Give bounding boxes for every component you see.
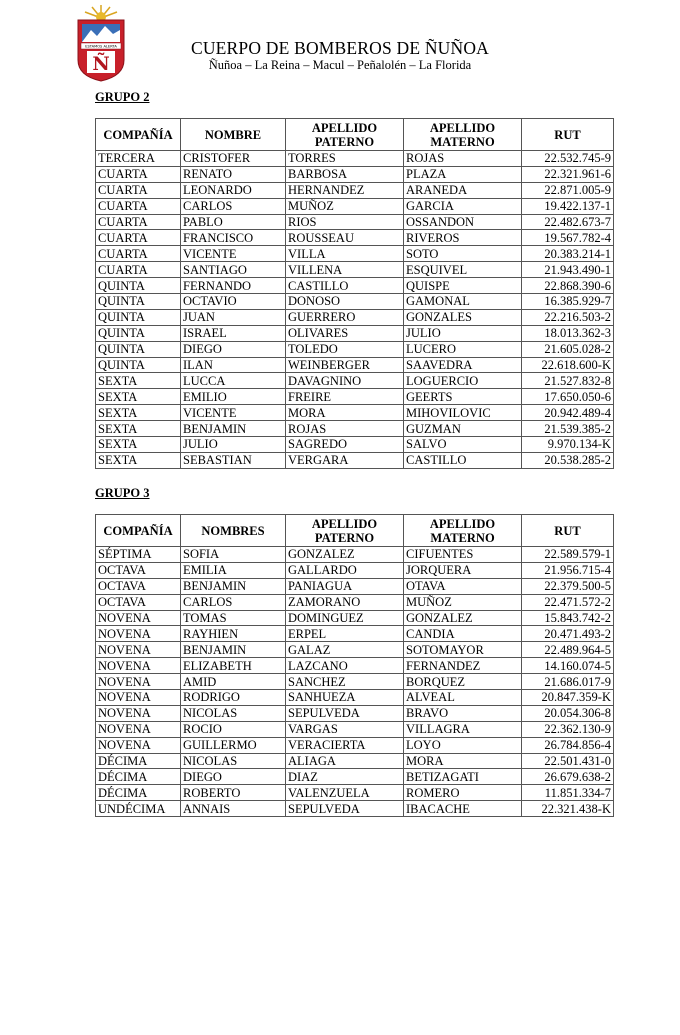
paternal-surname-cell: DAVAGNINO — [286, 373, 404, 389]
document-header — [140, 38, 540, 73]
name-cell: RENATO — [181, 166, 286, 182]
table-row — [96, 753, 614, 769]
rut-cell: 16.385.929-7 — [522, 294, 614, 310]
company-cell: OCTAVA — [96, 562, 181, 578]
rut-cell: 26.784.856-4 — [522, 737, 614, 753]
rut-cell: 22.471.572-2 — [522, 594, 614, 610]
rut-cell: 22.589.579-1 — [522, 547, 614, 563]
company-cell: QUINTA — [96, 325, 181, 341]
name-cell: FERNANDO — [181, 278, 286, 294]
table-row — [96, 437, 614, 453]
table-row — [96, 278, 614, 294]
name-cell: AMID — [181, 674, 286, 690]
table-row — [96, 769, 614, 785]
maternal-surname-cell: BORQUEZ — [404, 674, 522, 690]
paternal-surname-cell: SAGREDO — [286, 437, 404, 453]
company-cell: OCTAVA — [96, 578, 181, 594]
rut-cell: 19.567.782-4 — [522, 230, 614, 246]
company-cell: TERCERA — [96, 151, 181, 167]
rut-cell: 17.650.050-6 — [522, 389, 614, 405]
name-cell: FRANCISCO — [181, 230, 286, 246]
rut-cell: 21.527.832-8 — [522, 373, 614, 389]
column-header: COMPAÑÍA — [96, 119, 181, 151]
rut-cell: 22.489.964-5 — [522, 642, 614, 658]
paternal-surname-cell: GUERRERO — [286, 309, 404, 325]
paternal-surname-cell: VALENZUELA — [286, 785, 404, 801]
table-row — [96, 705, 614, 721]
table-row — [96, 246, 614, 262]
paternal-surname-cell: DIAZ — [286, 769, 404, 785]
company-cell: NOVENA — [96, 610, 181, 626]
rut-cell: 18.013.362-3 — [522, 325, 614, 341]
table-row — [96, 214, 614, 230]
crest-logo — [75, 4, 127, 82]
name-cell: BENJAMIN — [181, 421, 286, 437]
table-header-row — [96, 119, 614, 151]
column-header: NOMBRES — [181, 515, 286, 547]
company-cell: QUINTA — [96, 357, 181, 373]
maternal-surname-cell: GARCIA — [404, 198, 522, 214]
maternal-surname-cell: OSSANDON — [404, 214, 522, 230]
rut-cell: 21.605.028-2 — [522, 341, 614, 357]
rut-cell: 22.321.961-6 — [522, 166, 614, 182]
company-cell: QUINTA — [96, 309, 181, 325]
maternal-surname-cell: GEERTS — [404, 389, 522, 405]
rut-cell: 19.422.137-1 — [522, 198, 614, 214]
paternal-surname-cell: BARBOSA — [286, 166, 404, 182]
company-cell: NOVENA — [96, 626, 181, 642]
rut-cell: 22.618.600-K — [522, 357, 614, 373]
maternal-surname-cell: SOTO — [404, 246, 522, 262]
name-cell: BENJAMIN — [181, 578, 286, 594]
paternal-surname-cell: VERGARA — [286, 452, 404, 468]
company-cell: DÉCIMA — [96, 753, 181, 769]
rut-cell: 21.686.017-9 — [522, 674, 614, 690]
company-cell: DÉCIMA — [96, 769, 181, 785]
paternal-surname-cell: SANHUEZA — [286, 690, 404, 706]
paternal-surname-cell: ROJAS — [286, 421, 404, 437]
rut-cell: 22.868.390-6 — [522, 278, 614, 294]
company-cell: CUARTA — [96, 230, 181, 246]
name-cell: ROBERTO — [181, 785, 286, 801]
maternal-surname-cell: SAAVEDRA — [404, 357, 522, 373]
paternal-surname-cell: FREIRE — [286, 389, 404, 405]
group-3-title: GRUPO 3 — [95, 486, 150, 500]
company-cell: CUARTA — [96, 166, 181, 182]
table-row — [96, 262, 614, 278]
maternal-surname-cell: ROMERO — [404, 785, 522, 801]
rut-cell: 22.379.500-5 — [522, 578, 614, 594]
rut-cell: 26.679.638-2 — [522, 769, 614, 785]
group-3-table — [95, 514, 614, 817]
company-cell: NOVENA — [96, 737, 181, 753]
name-cell: SOFIA — [181, 547, 286, 563]
column-header: RUT — [522, 119, 614, 151]
group-2-table — [95, 118, 614, 469]
paternal-surname-cell: CASTILLO — [286, 278, 404, 294]
paternal-surname-cell: MORA — [286, 405, 404, 421]
name-cell: VICENTE — [181, 246, 286, 262]
name-cell: LUCCA — [181, 373, 286, 389]
company-cell: NOVENA — [96, 642, 181, 658]
table-row — [96, 594, 614, 610]
maternal-surname-cell: CANDIA — [404, 626, 522, 642]
table-row — [96, 578, 614, 594]
company-cell: SÉPTIMA — [96, 547, 181, 563]
paternal-surname-cell: ROUSSEAU — [286, 230, 404, 246]
rut-cell: 20.538.285-2 — [522, 452, 614, 468]
rut-cell: 22.216.503-2 — [522, 309, 614, 325]
name-cell: CRISTOFER — [181, 151, 286, 167]
maternal-surname-cell: QUISPE — [404, 278, 522, 294]
rut-cell: 20.847.359-K — [522, 690, 614, 706]
name-cell: BENJAMIN — [181, 642, 286, 658]
rut-cell: 22.501.431-0 — [522, 753, 614, 769]
paternal-surname-cell: SEPULVEDA — [286, 801, 404, 817]
maternal-surname-cell: BETIZAGATI — [404, 769, 522, 785]
maternal-surname-cell: LUCERO — [404, 341, 522, 357]
table-row — [96, 373, 614, 389]
table-row — [96, 658, 614, 674]
name-cell: SEBASTIAN — [181, 452, 286, 468]
name-cell: CARLOS — [181, 594, 286, 610]
table-row — [96, 198, 614, 214]
company-cell: CUARTA — [96, 182, 181, 198]
name-cell: ROCIO — [181, 721, 286, 737]
name-cell: LEONARDO — [181, 182, 286, 198]
maternal-surname-cell: GONZALES — [404, 309, 522, 325]
column-header: APELLIDO MATERNO — [404, 119, 522, 151]
table-row — [96, 547, 614, 563]
maternal-surname-cell: RIVEROS — [404, 230, 522, 246]
paternal-surname-cell: PANIAGUA — [286, 578, 404, 594]
table-row — [96, 610, 614, 626]
paternal-surname-cell: TOLEDO — [286, 341, 404, 357]
rut-cell: 21.943.490-1 — [522, 262, 614, 278]
company-cell: OCTAVA — [96, 594, 181, 610]
table-header-row — [96, 515, 614, 547]
name-cell: TOMAS — [181, 610, 286, 626]
maternal-surname-cell: LOGUERCIO — [404, 373, 522, 389]
rut-cell: 20.471.493-2 — [522, 626, 614, 642]
table-row — [96, 642, 614, 658]
company-cell: CUARTA — [96, 198, 181, 214]
table-row — [96, 721, 614, 737]
table-row — [96, 357, 614, 373]
maternal-surname-cell: JORQUERA — [404, 562, 522, 578]
paternal-surname-cell: WEINBERGER — [286, 357, 404, 373]
maternal-surname-cell: PLAZA — [404, 166, 522, 182]
table-row — [96, 785, 614, 801]
paternal-surname-cell: DONOSO — [286, 294, 404, 310]
name-cell: SANTIAGO — [181, 262, 286, 278]
maternal-surname-cell: BRAVO — [404, 705, 522, 721]
paternal-surname-cell: VARGAS — [286, 721, 404, 737]
paternal-surname-cell: HERNANDEZ — [286, 182, 404, 198]
paternal-surname-cell: MUÑOZ — [286, 198, 404, 214]
rut-cell: 20.383.214-1 — [522, 246, 614, 262]
company-cell: NOVENA — [96, 721, 181, 737]
company-cell: CUARTA — [96, 262, 181, 278]
maternal-surname-cell: VILLAGRA — [404, 721, 522, 737]
company-cell: NOVENA — [96, 674, 181, 690]
paternal-surname-cell: ERPEL — [286, 626, 404, 642]
table-row — [96, 166, 614, 182]
company-cell: DÉCIMA — [96, 785, 181, 801]
paternal-surname-cell: GALAZ — [286, 642, 404, 658]
table-row — [96, 389, 614, 405]
table-row — [96, 182, 614, 198]
company-cell: NOVENA — [96, 705, 181, 721]
name-cell: OCTAVIO — [181, 294, 286, 310]
maternal-surname-cell: LOYO — [404, 737, 522, 753]
maternal-surname-cell: SALVO — [404, 437, 522, 453]
rut-cell: 22.871.005-9 — [522, 182, 614, 198]
table-row — [96, 405, 614, 421]
table-row — [96, 341, 614, 357]
paternal-surname-cell: LAZCANO — [286, 658, 404, 674]
company-cell: CUARTA — [96, 246, 181, 262]
name-cell: CARLOS — [181, 198, 286, 214]
paternal-surname-cell: SEPULVEDA — [286, 705, 404, 721]
rut-cell: 21.956.715-4 — [522, 562, 614, 578]
name-cell: PABLO — [181, 214, 286, 230]
company-cell: SEXTA — [96, 437, 181, 453]
rut-cell: 14.160.074-5 — [522, 658, 614, 674]
company-cell: QUINTA — [96, 341, 181, 357]
maternal-surname-cell: MIHOVILOVIC — [404, 405, 522, 421]
rut-cell: 20.942.489-4 — [522, 405, 614, 421]
name-cell: GUILLERMO — [181, 737, 286, 753]
name-cell: JULIO — [181, 437, 286, 453]
company-cell: NOVENA — [96, 690, 181, 706]
paternal-surname-cell: DOMINGUEZ — [286, 610, 404, 626]
crest-motto: ESTAMOS ALERTA — [85, 44, 117, 49]
paternal-surname-cell: VILLA — [286, 246, 404, 262]
name-cell: RODRIGO — [181, 690, 286, 706]
company-cell: UNDÉCIMA — [96, 801, 181, 817]
maternal-surname-cell: OTAVA — [404, 578, 522, 594]
rut-cell: 20.054.306-8 — [522, 705, 614, 721]
table-row — [96, 452, 614, 468]
name-cell: DIEGO — [181, 341, 286, 357]
maternal-surname-cell: JULIO — [404, 325, 522, 341]
paternal-surname-cell: GONZALEZ — [286, 547, 404, 563]
paternal-surname-cell: RIOS — [286, 214, 404, 230]
table-row — [96, 230, 614, 246]
company-cell: CUARTA — [96, 214, 181, 230]
table-row — [96, 674, 614, 690]
name-cell: ANNAIS — [181, 801, 286, 817]
crest-letter: Ñ — [92, 53, 110, 75]
company-cell: SEXTA — [96, 373, 181, 389]
document-title: CUERPO DE BOMBEROS DE ÑUÑOA — [190, 38, 490, 58]
company-cell: QUINTA — [96, 294, 181, 310]
rut-cell: 22.321.438-K — [522, 801, 614, 817]
rut-cell: 22.362.130-9 — [522, 721, 614, 737]
table-row — [96, 421, 614, 437]
name-cell: NICOLAS — [181, 705, 286, 721]
table-row — [96, 151, 614, 167]
rut-cell: 22.482.673-7 — [522, 214, 614, 230]
paternal-surname-cell: VERACIERTA — [286, 737, 404, 753]
maternal-surname-cell: ALVEAL — [404, 690, 522, 706]
company-cell: QUINTA — [96, 278, 181, 294]
rut-cell: 21.539.385-2 — [522, 421, 614, 437]
name-cell: ISRAEL — [181, 325, 286, 341]
maternal-surname-cell: FERNANDEZ — [404, 658, 522, 674]
maternal-surname-cell: ESQUIVEL — [404, 262, 522, 278]
paternal-surname-cell: TORRES — [286, 151, 404, 167]
maternal-surname-cell: CIFUENTES — [404, 547, 522, 563]
rut-cell: 11.851.334-7 — [522, 785, 614, 801]
paternal-surname-cell: OLIVARES — [286, 325, 404, 341]
table-row — [96, 626, 614, 642]
rut-cell: 15.843.742-2 — [522, 610, 614, 626]
table-row — [96, 294, 614, 310]
table-row — [96, 309, 614, 325]
company-cell: SEXTA — [96, 452, 181, 468]
paternal-surname-cell: VILLENA — [286, 262, 404, 278]
maternal-surname-cell: GUZMAN — [404, 421, 522, 437]
maternal-surname-cell: SOTOMAYOR — [404, 642, 522, 658]
column-header: RUT — [522, 515, 614, 547]
paternal-surname-cell: ZAMORANO — [286, 594, 404, 610]
paternal-surname-cell: GALLARDO — [286, 562, 404, 578]
table-row — [96, 562, 614, 578]
paternal-surname-cell: ALIAGA — [286, 753, 404, 769]
table-row — [96, 690, 614, 706]
table-row — [96, 325, 614, 341]
name-cell: JUAN — [181, 309, 286, 325]
maternal-surname-cell: GAMONAL — [404, 294, 522, 310]
rut-cell: 9.970.134-K — [522, 437, 614, 453]
name-cell: EMILIA — [181, 562, 286, 578]
rut-cell: 22.532.745-9 — [522, 151, 614, 167]
company-cell: SEXTA — [96, 405, 181, 421]
paternal-surname-cell: SANCHEZ — [286, 674, 404, 690]
maternal-surname-cell: ARANEDA — [404, 182, 522, 198]
column-header: NOMBRE — [181, 119, 286, 151]
company-cell: NOVENA — [96, 658, 181, 674]
maternal-surname-cell: GONZALEZ — [404, 610, 522, 626]
name-cell: EMILIO — [181, 389, 286, 405]
column-header: APELLIDO MATERNO — [404, 515, 522, 547]
document-subtitle: Ñuñoa – La Reina – Macul – Peñalolén – La Florida — [208, 58, 472, 72]
company-cell: SEXTA — [96, 389, 181, 405]
column-header: APELLIDO PATERNO — [286, 119, 404, 151]
name-cell: ELIZABETH — [181, 658, 286, 674]
column-header: COMPAÑÍA — [96, 515, 181, 547]
name-cell: VICENTE — [181, 405, 286, 421]
maternal-surname-cell: IBACACHE — [404, 801, 522, 817]
name-cell: ILAN — [181, 357, 286, 373]
column-header: APELLIDO PATERNO — [286, 515, 404, 547]
table-row — [96, 737, 614, 753]
group-2-title: GRUPO 2 — [95, 90, 150, 104]
maternal-surname-cell: CASTILLO — [404, 452, 522, 468]
name-cell: RAYHIEN — [181, 626, 286, 642]
table-row — [96, 801, 614, 817]
maternal-surname-cell: ROJAS — [404, 151, 522, 167]
maternal-surname-cell: MUÑOZ — [404, 594, 522, 610]
name-cell: DIEGO — [181, 769, 286, 785]
name-cell: NICOLAS — [181, 753, 286, 769]
company-cell: SEXTA — [96, 421, 181, 437]
maternal-surname-cell: MORA — [404, 753, 522, 769]
